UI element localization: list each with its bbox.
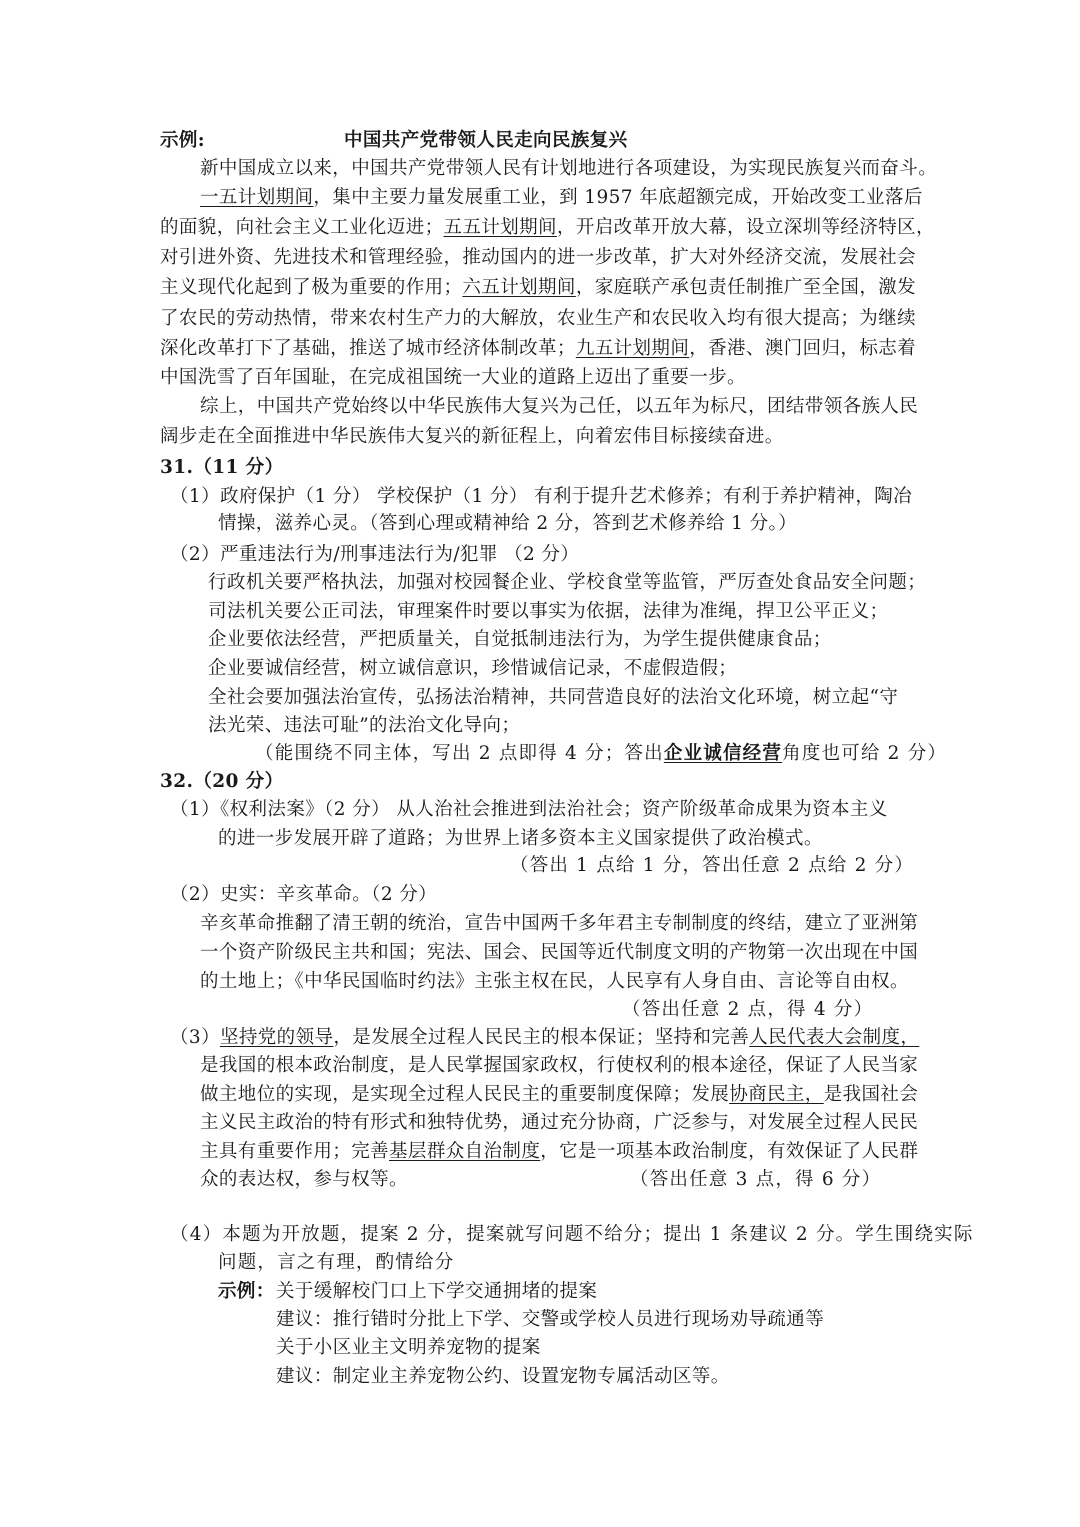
q32-part3-line: 做主地位的实现，是实现全过程人民民主的重要制度保障；发展协商民主，是我国社会 [200, 1084, 919, 1105]
q32-part3-note: （答出任意 3 点，得 6 分） [630, 1169, 882, 1190]
q32-part4-line: 问题，言之有理，酌情给分 [218, 1252, 455, 1273]
q32-part1-line: （1）《权利法案》（2 分） 从人治社会推进到法治社会；资产阶级革命成果为资本主义 [170, 799, 888, 820]
essay-line: 中国洗雪了百年国耻，在完成祖国统一大业的道路上迈出了重要一步。 [160, 367, 746, 388]
essay-line: 深化改革打下了基础，推送了城市经济体制改革；九五计划期间，香港、澳门回归，标志着 [160, 338, 917, 359]
q32-example-line: 建议：制定业主养宠物公约、设置宠物专属活动区等。 [276, 1366, 730, 1387]
underlined-term: 基层群众自治制度 [389, 1141, 541, 1162]
q32-part3-line: 主义民主政治的特有形式和独特优势，通过充分协商，广泛参与，对发展全过程人民民 [200, 1112, 919, 1133]
q32-part2-line: 的土地上；《中华民国临时约法》主张主权在民，人民享有人身自由、言论等自由权。 [200, 971, 909, 992]
q32-part2-note: （答出任意 2 点，得 4 分） [622, 999, 874, 1020]
underlined-term: 协商民主， [729, 1084, 824, 1105]
q32-example-line: 建议：推行错时分批上下学、交警或学校人员进行现场劝导疏通等 [276, 1309, 825, 1330]
q31-part2-line: 企业要诚信经营，树立诚信意识，珍惜诚信记录，不虚假造假； [208, 658, 738, 679]
underlined-term: 一五计划期间 [200, 187, 314, 208]
q32-example-line: 关于缓解校门口上下学交通拥堵的提案 [276, 1281, 598, 1302]
q32-example-label: 示例： [218, 1281, 275, 1302]
q31-part2-line: （2）严重违法行为/刑事违法行为/犯罪 （2 分） [170, 544, 580, 565]
underlined-term: 九五计划期间 [575, 338, 690, 359]
q32-part2-line: （2）史实：辛亥革命。（2 分） [170, 884, 438, 905]
q31-part2-line: 行政机关要严格执法，加强对校园餐企业、学校食堂等监管，严厉查处食品安全问题； [208, 572, 927, 593]
essay-line: 对引进外资、先进技术和管理经验，推动国内的进一步改革，扩大对外经济交流，发展社会 [160, 247, 917, 268]
q32-part3-line: （3）坚持党的领导，是发展全过程人民民主的根本保证；坚持和完善人民代表大会制度， [170, 1027, 920, 1048]
q32-heading: 32.（20 分） [160, 771, 284, 792]
essay-line: 的面貌，向社会主义工业化迈进；五五计划期间，开启改革开放大幕，设立深圳等经济特区， [160, 217, 935, 238]
q32-part3-line: 是我国的根本政治制度，是人民掌握国家政权，行使权利的根本途径，保证了人民当家 [200, 1055, 919, 1076]
example-intro: 新中国成立以来，中国共产党带领人民有计划地进行各项建设，为实现民族复兴而奋斗。 [200, 158, 938, 179]
q31-scoring-note: （能围绕不同主体，写出 2 点即得 4 分；答出企业诚信经营角度也可给 2 分） [255, 743, 948, 764]
q32-part1-note: （答出 1 点给 1 分，答出任意 2 点给 2 分） [510, 855, 915, 876]
q32-part2-line: 一个资产阶级民主共和国；宪法、国会、民国等近代制度文明的产物第一次出现在中国 [200, 942, 919, 963]
example-title: 中国共产党带领人民走向民族复兴 [344, 130, 628, 151]
q32-part4-line: （4）本题为开放题，提案 2 分，提案就写问题不给分；提出 1 条建议 2 分。学生围绕实际 [170, 1224, 974, 1245]
q31-part1-line: 情操，滋养心灵。（答到心理或精神给 2 分，答到艺术修养给 1 分。） [218, 513, 798, 534]
q32-part1-line: 的进一步发展开辟了道路；为世界上诸多资本主义国家提供了政治模式。 [218, 828, 823, 849]
q31-part1-line: （1）政府保护（1 分） 学校保护（1 分） 有利于提升艺术修养；有利于养护精神，陶冶 [170, 486, 913, 507]
essay-line: 一五计划期间，集中主要力量发展重工业，到 1957 年底超额完成，开始改变工业落后 [200, 187, 923, 208]
q31-part2-line: 全社会要加强法治宣传，弘扬法治精神，共同营造良好的法治文化环境，树立起“守 [208, 687, 899, 708]
underlined-term: 企业诚信经营 [663, 743, 783, 764]
essay-conclusion: 阔步走在全面推进中华民族伟大复兴的新征程上，向着宏伟目标接续奋进。 [160, 426, 784, 447]
underlined-term: 六五计划期间 [462, 277, 576, 298]
q32-part2-line: 辛亥革命推翻了清王朝的统治，宣告中国两千多年君主专制制度的终结，建立了亚洲第 [200, 913, 919, 934]
q31-part2-line: 司法机关要公正司法，审理案件时要以事实为依据，法律为准绳，捍卫公平正义； [208, 601, 889, 622]
underlined-term: 人民代表大会制度， [749, 1027, 920, 1048]
q32-part3-line: 主具有重要作用；完善基层群众自治制度，它是一项基本政治制度，有效保证了人民群 [200, 1141, 919, 1162]
q31-part2-line: 企业要依法经营，严把质量关，自觉抵制违法行为，为学生提供健康食品； [208, 629, 832, 650]
underlined-term: 坚持党的领导 [219, 1027, 334, 1048]
essay-line: 了农民的劳动热情，带来农村生产力的大解放，农业生产和农民收入均有很大提高；为继续 [160, 308, 917, 329]
essay-conclusion: 综上，中国共产党始终以中华民族伟大复兴为己任，以五年为标尺，团结带领各族人民 [200, 396, 919, 417]
q32-example-line: 关于小区业主文明养宠物的提案 [276, 1337, 541, 1358]
underlined-term: 五五计划期间 [443, 217, 557, 238]
q31-heading: 31.（11 分） [160, 457, 284, 478]
essay-line: 主义现代化起到了极为重要的作用；六五计划期间，家庭联产承包责任制推广至全国，激发 [160, 277, 917, 298]
q32-part3-line: 众的表达权，参与权等。 [200, 1169, 408, 1190]
q31-part2-line: 法光荣、违法可耻”的法治文化导向； [208, 715, 521, 736]
example-label: 示例: [160, 130, 206, 151]
